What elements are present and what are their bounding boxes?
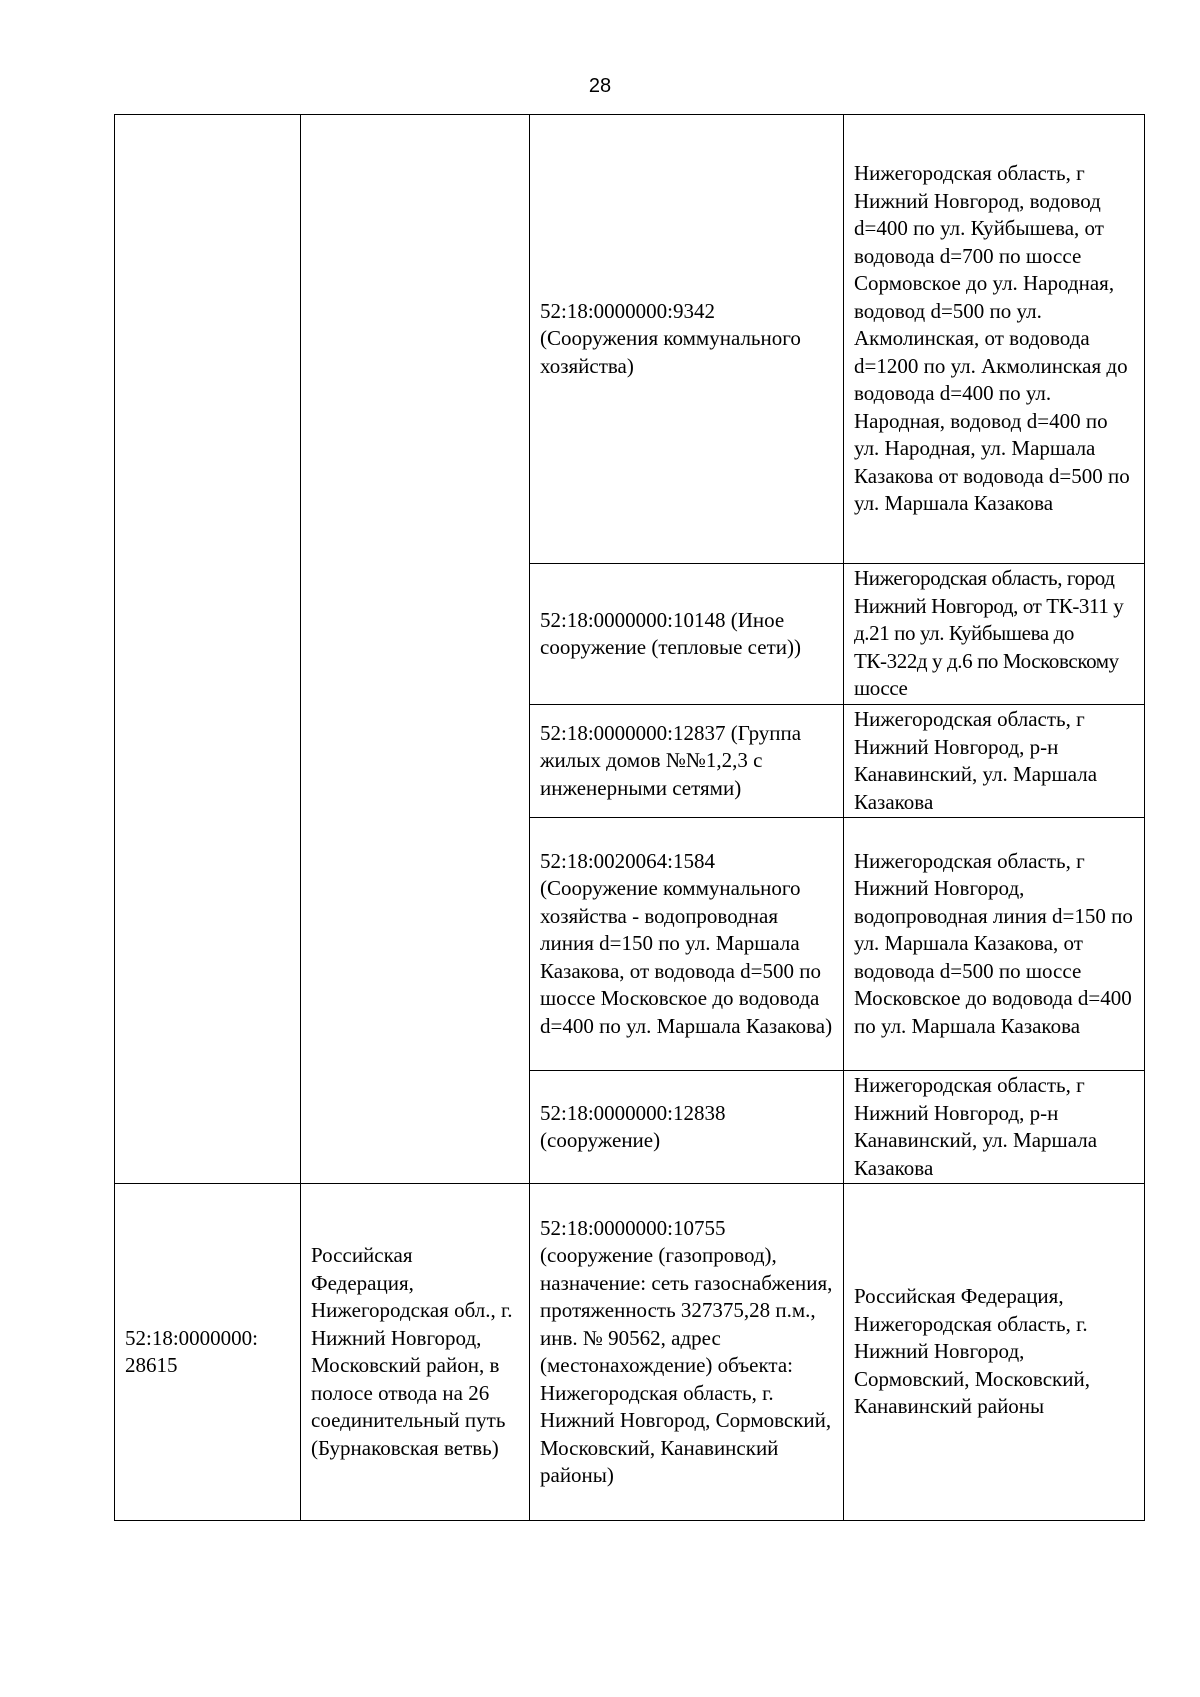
object-cell: 52:18:0000000:10755 (сооружение (газопровод), назначение: сеть газоснабжения, протяженность 327375,28 п.м., инв. № 90562, адрес (местонахождение) объекта: Нижегородская область, г. Нижний Новгород, Сормовский, Московский, Канавинский районы) [530, 1184, 844, 1521]
table-row [115, 115, 1145, 564]
parcel-address-cell [301, 115, 530, 1184]
object-cell: 52:18:0020064:1584 (Сооружение коммунального хозяйства - водопроводная линия d=150 по ул. Маршала Казакова, от водовода d=500 по шоссе Московское до водовода d=400 по ул. Маршала Казакова) [530, 818, 844, 1071]
parcel-address-cell: Российская Федерация, Нижегородская обл., г. Нижний Новгород, Московский район, в полосе отвода на 26 соединительный путь (Бурнаковская ветвь) [301, 1184, 530, 1521]
registry-table [114, 114, 1145, 1521]
object-cell: 52:18:0000000:9342 (Сооружения коммунального хозяйства) [530, 115, 844, 564]
object-cell: 52:18:0000000:12838 (сооружение) [530, 1071, 844, 1184]
address-cell: Российская Федерация, Нижегородская область, г. Нижний Новгород, Сормовский, Московский, Канавинский районы [844, 1184, 1145, 1521]
table-row [115, 1184, 1145, 1521]
address-cell: Нижегородская область, г Нижний Новгород, водовод d=400 по ул. Куйбышева, от водовода d=700 по шоссе Сормовское до ул. Народная, водовод d=500 по ул. Акмолинская, от водовода d=1200 по ул. Акмолинская до водовода d=400 по ул. Народная, водовод d=400 по ул. Народная, ул. Маршала Казакова от водовода d=500 по ул. Маршала Казакова [844, 115, 1145, 564]
object-cell: 52:18:0000000:12837 (Группа жилых домов №№1,2,3 с инженерными сетями) [530, 705, 844, 818]
address-cell: Нижегородская область, г Нижний Новгород, водопроводная линия d=150 по ул. Маршала Казакова, от водовода d=500 по шоссе Московское до водовода d=400 по ул. Маршала Казакова [844, 818, 1145, 1071]
address-cell: Нижегородская область, г Нижний Новгород, р-н Канавинский, ул. Маршала Казакова [844, 705, 1145, 818]
parcel-number-cell: 52:18:0000000: 28615 [115, 1184, 301, 1521]
object-cell: 52:18:0000000:10148 (Иное сооружение (тепловые сети)) [530, 564, 844, 705]
page-number: 28 [588, 75, 612, 97]
address-cell: Нижегородская область, город Нижний Новгород, от ТК-311 у д.21 по ул. Куйбышева до ТК-322д у д.6 по Московскому шоссе [844, 564, 1145, 705]
parcel-number-cell [115, 115, 301, 1184]
address-cell: Нижегородская область, г Нижний Новгород, р-н Канавинский, ул. Маршала Казакова [844, 1071, 1145, 1184]
